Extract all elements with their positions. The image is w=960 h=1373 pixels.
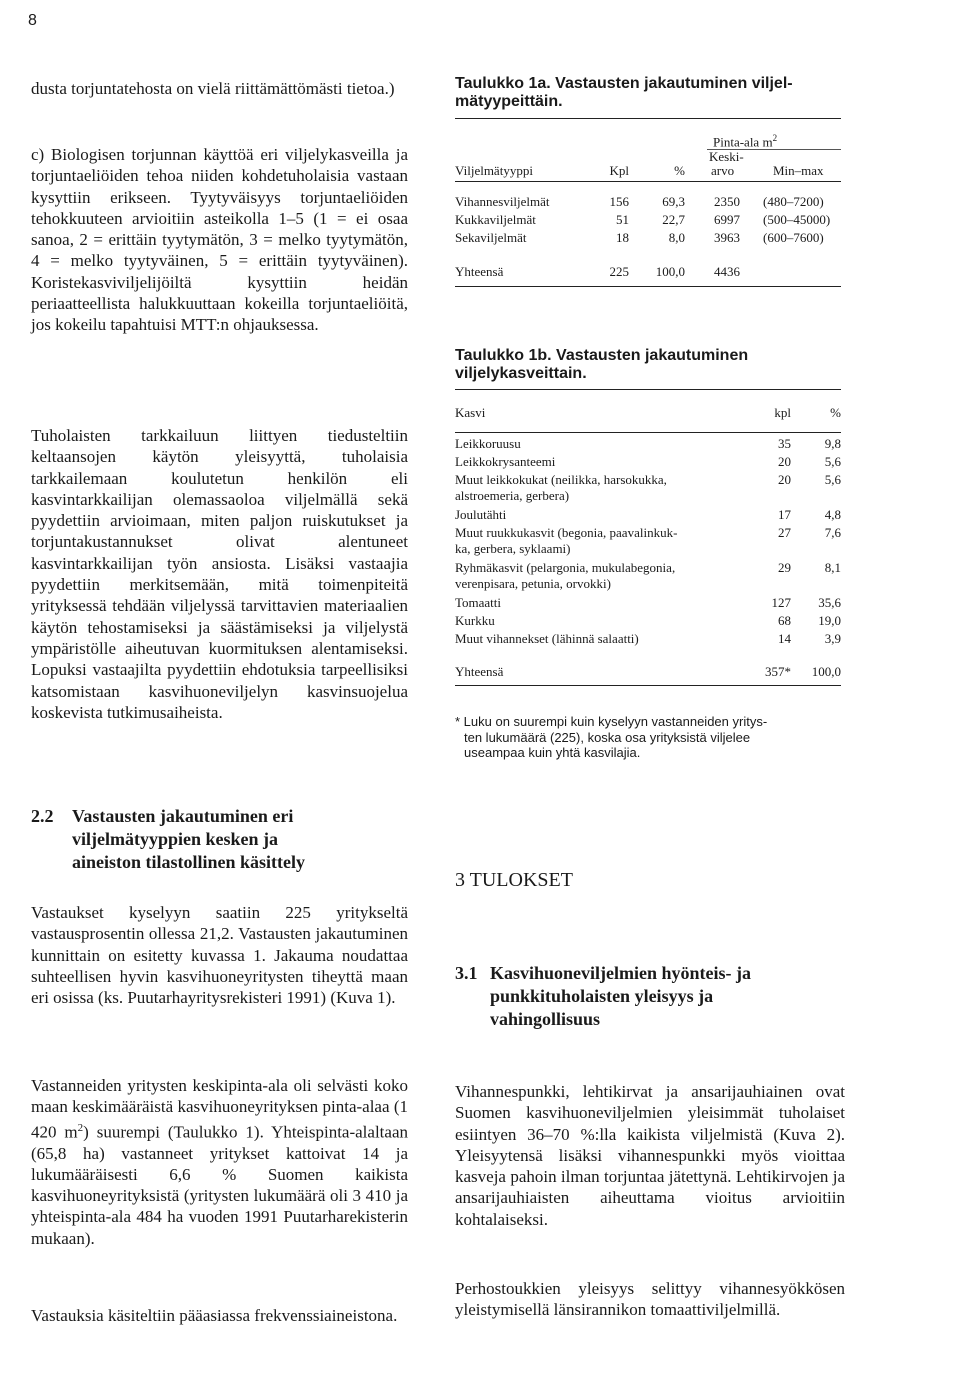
count-header: Kpl [609,163,629,178]
total-label: Yhteensä [455,664,504,679]
table-1a-top-rule [455,118,841,119]
count-header: kpl [774,405,791,420]
heading-number: 2.2 [31,806,54,826]
pct-header: % [674,163,685,178]
table-row-type: Sekaviljelmät [455,230,527,245]
left-para-3: Tuholaisten tarkkailuun liittyen tiedusteltiin keltaansojen käytön yleisyyttä, tuholaisia tarkkailemaan koulutetun henkilön eli kasvintarkkailijan olemassaoloa viljelmällä sekä pyydettiin arvioimaan, miten paljon ruiskutukset ja torjuntakustannukset olivat alentuneet kasvintarkkailijan työn ansiosta. Lisäksi vastaajia pyydettiin merkitsemään, mitä toimenpiteitä yrityksessä tehdään viljelyssä tarvittavien materiaalien käytön tehostamiseksi ja säästämiseksi ja viljelystä ympäristölle aiheutuvan kuormituksen alentamiseksi. Lopuksi vastaajilta pyydettiin ehdotuksia tarpeellisiksi katsomistaan kasvihuoneviljelyn kasvinsuojelua koskevista tutkimusaiheista. [31,426,408,722]
list-item: Joulutähti [455,507,507,522]
list-item: Tomaatti [455,595,502,610]
page-number: 8 [28,12,37,29]
pct-header: % [830,405,841,420]
left-para-4: Vastaukset kyselyyn saatiin 225 yritykseltä vastausprosentin ollessa 21,2. Vastausten jakautuminen kunnittain on esitetty kuvassa 1. Jakauma noudattaa suhteellisen hyvin kasvihuoneyritysten tiheyttä maan eri osissa (ks. Puutarhayritysrekisteri 1991) (Kuva 1). [31,903,408,1008]
table-1b-top-rule [455,389,841,390]
heading-line: aineiston tilastollinen käsittely [72,852,306,872]
crop-header: Kasvi [455,405,486,420]
mean-header-bottom: arvo [711,163,735,178]
heading-line: Kasvihuoneviljelmien hyönteis- ja [490,963,752,983]
left-para-5: Vastanneiden yritysten keskipinta-ala oli selvästi koko maan keskimääräistä kasvihuoneyrityksen pinta-alaa (1 420 $m^2$) suurempi (Taulukko 1). Yhteispinta-alaltaan (65,8 ha) vastanneet yritykset kattoivat 14 ja lukumääräisesti 6,6 % Suomen kaikista kasvihuoneyrityksistä (yritysten lukumäärä oli 3 410 ja yhteispinta-ala 484 ha vuoden 1991 Puutarharekisterin mukaan). [31,1076,408,1248]
table-1b: Kasvi kpl % Leikkoruusu 35 9,8 Leikkokrysanteemi 20 5,6 Muut leikkokukat (neilikka, harsokukka, alstroemeria, gerbera) 20 5,6 Joulutähti 17 4,8 Muut ruukkukasvit (begonia, paavalinkuk- ka, gerbera, syklaami) 27 7,6 Ryhmäkasvit (pelargonia, mukulabegonia, verenpisara, petunia, orvokki) 29 8,1 Tomaatti 127 35,6 Kurkku 68 19,0 Muut vihannekset (lähinnä salaatti) 14 3,9 Yhteensä 357* 100,0 [455,395,855,695]
heading-number: 3.1 [455,963,478,983]
table-1a-caption: Taulukko 1a. Vastausten jakautuminen viljel- mätyypeittäin. [455,75,793,110]
heading-line: vahingollisuus [490,1009,601,1029]
table-1a: Pinta-ala $m^2$ Keski- Viljelmätyyppi Kpl % arvo Min–max Vihannesviljelmät 156 69,3 2350 (480–7200) Kukkaviljelmät 51 22,7 6997 (500–45000) Sekaviljelmät 18 8,0 3963 (600–7600) Yhteensä 225 100,0 4436 [455,128,855,298]
mean-header: Keski- [709,149,744,164]
table-row-type: Vihannesviljelmät [455,194,550,209]
table-row-type: Kukkaviljelmät [455,212,536,227]
section-3-1-heading [455,962,855,1031]
heading-line: viljelmätyyppien kesken ja [72,829,279,849]
area-header: Pinta-ala $m^2$ [713,133,778,150]
section-2-2-heading [31,805,408,874]
left-para-1: dusta torjuntatehosta on vielä riittämättömästi tietoa.) [31,79,395,98]
right-para-2: Perhostoukkien yleisyys selittyy vihannesyökkösen yleistymisellä länsirannikon tomaattiviljelmillä. [455,1279,845,1320]
left-para-6: Vastauksia käsiteltiin pääasiassa frekvenssiaineistona. [31,1306,398,1325]
list-item: Ryhmäkasvit (pelargonia, mukulabegonia, [455,560,676,575]
table-1b-footnote: * Luku on suurempi kuin kyselyyn vastanneiden yritys- ten lukumäärä (225), koska osa yrityksistä viljelee useampaa kuin yhtä kasvilajia. [455,714,768,760]
list-item: Muut vihannekset (lähinnä salaatti) [455,631,639,646]
heading-line: Vastausten jakautuminen eri [72,806,294,826]
section-3-title: 3 TULOKSET [455,869,573,891]
list-item: Leikkoruusu [455,436,521,451]
list-item: Leikkokrysanteemi [455,454,556,469]
range-header: Min–max [773,163,824,178]
heading-line: punkkituholaisten yleisyys ja [490,986,714,1006]
left-para-2: c) Biologisen torjunnan käyttöä eri viljelykasveilla ja torjuntaeliöiden tehoa niiden kohdetuholaisia vastaan kysyttiin erikseen. Tyytyväisyys torjuntaeliöiden tehokkuuteen arvioitiin asteikolla 1–5 (1 = ei osaa sanoa, 2 = erittäin tyytymätön, 3 = melko tyytymätön, 4 = melko tyytyväinen, 5 = erittäin tyytyväinen). Koristekasviviljelijöiltä kysyttiin heidän periaatteellista halukkuuttaan kokeilla torjuntaeliöitä, jos kokeilu tapahtuisi MTT:n ohjauksessa. [31,145,408,335]
list-item: Muut ruukkukasvit (begonia, paavalinkuk- [455,525,678,540]
type-header: Viljelmätyyppi [455,163,533,178]
list-item: Kurkku [455,613,495,628]
right-para-1: Vihannespunkki, lehtikirvat ja ansarijauhiainen ovat Suomen kasvihuoneviljelmien yleisimmät tuholaiset esiintyen 36–70 %:lla kaikista viljelmistä (Kuva 2). Yleisyytensä lisäksi vihannespunkki myös vioittaa kasveja pahoin ilman torjuntaa jätettynä. Lehtikirvojen ja ansarijauhiaisten aiheuttama vioitus arvioitiin kohtalaiseksi. [455,1082,845,1229]
table-1b-caption: Taulukko 1b. Vastausten jakautuminen viljelykasveittain. [455,347,749,382]
list-item: Muut leikkokukat (neilikka, harsokukka, [455,472,667,487]
total-label: Yhteensä [455,264,504,279]
